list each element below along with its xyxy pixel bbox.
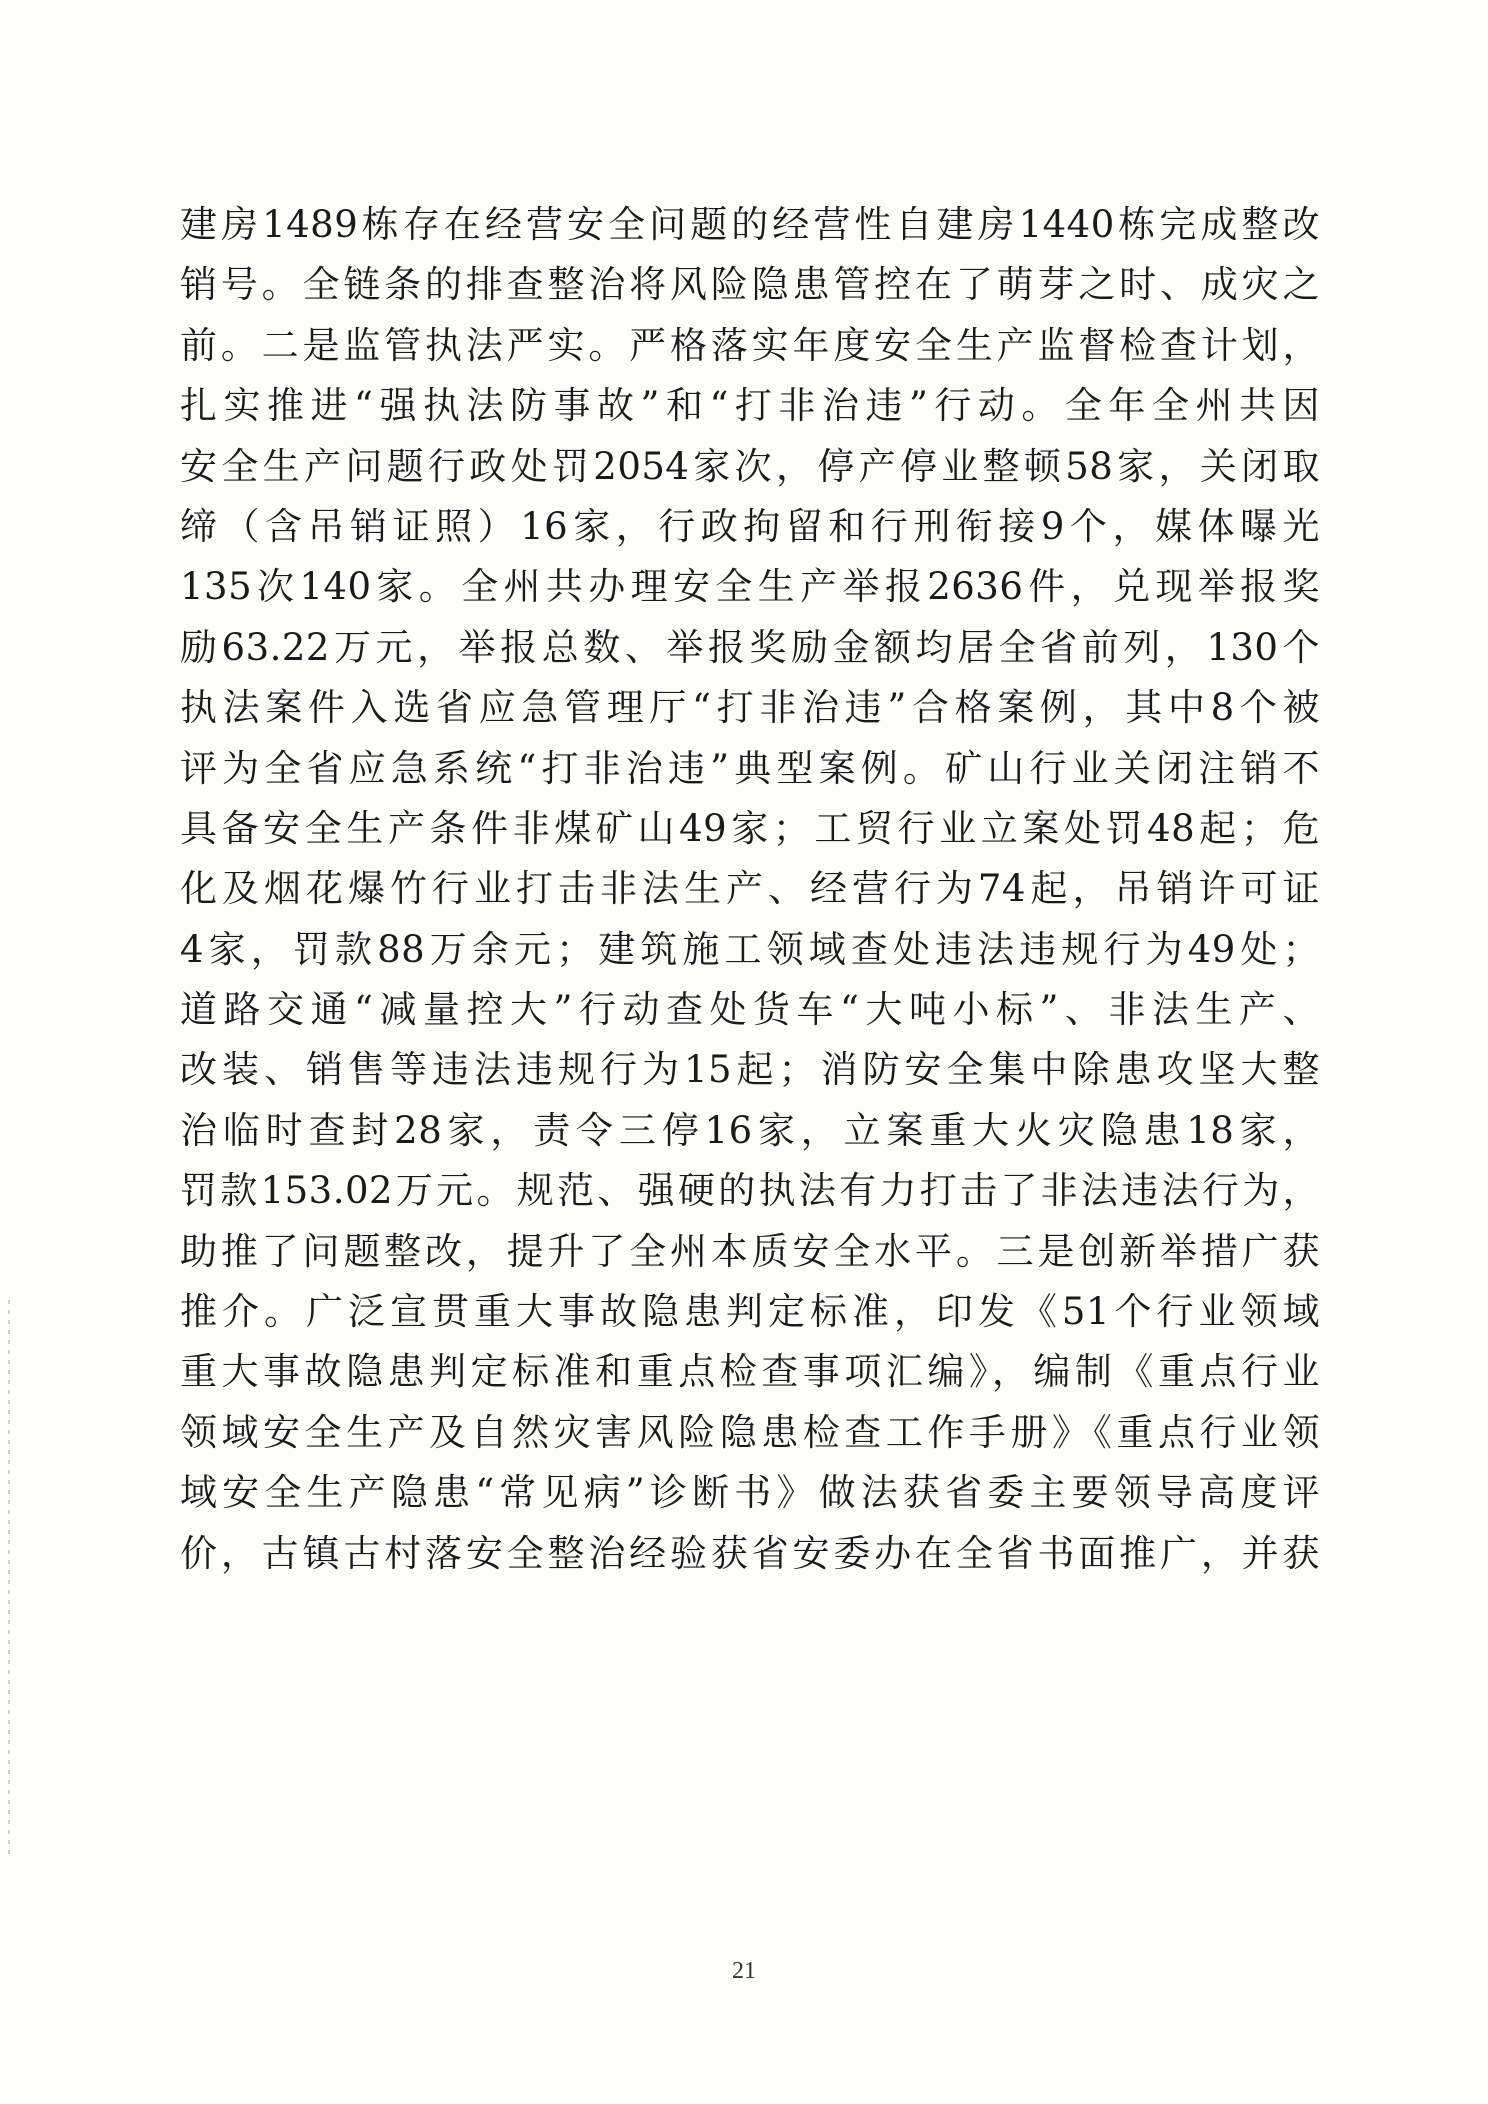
text-line: 销号。全链条的排查整治将风险隐患管控在了萌芽之时、成灾之 <box>180 263 1320 307</box>
text-line: 励63.22万元，举报总数、举报奖励金额均居全省前列，130个 <box>180 625 1320 669</box>
text-line: 域安全生产隐患“常见病”诊断书》做法获省委主要领导高度评 <box>180 1471 1320 1515</box>
text-line: 道路交通“减量控大”行动查处货车“大吨小标”、非法生产、 <box>180 988 1320 1032</box>
page-number: 21 <box>732 1958 756 1984</box>
text-line: 评为全省应急系统“打非治违”典型案例。矿山行业关闭注销不 <box>180 746 1320 790</box>
text-line: 安全生产问题行政处罚2054家次，停产停业整顿58家，关闭取 <box>180 444 1320 488</box>
text-line: 罚款153.02万元。规范、强硬的执法有力打击了非法违法行为， <box>180 1169 1320 1213</box>
body-text <box>180 195 1320 1584</box>
text-line: 化及烟花爆竹行业打击非法生产、经营行为74起，吊销许可证 <box>180 867 1320 911</box>
text-line: 推介。广泛宣贯重大事故隐患判定标准，印发《51个行业领域 <box>180 1290 1320 1334</box>
text-line: 具备安全生产条件非煤矿山49家；工贸行业立案处罚48起；危 <box>180 806 1320 850</box>
text-line: 缔（含吊销证照）16家，行政拘留和行刑衔接9个，媒体曝光 <box>180 504 1320 548</box>
text-line: 价，古镇古村落安全整治经验获省安委办在全省书面推广，并获 <box>180 1531 1320 1575</box>
text-line: 建房1489栋存在经营安全问题的经营性自建房1440栋完成整改 <box>180 203 1320 246</box>
text-line: 135次140家。全州共办理安全生产举报2636件，兑现举报奖 <box>180 565 1320 609</box>
text-line: 执法案件入选省应急管理厅“打非治违”合格案例，其中8个被 <box>180 686 1320 730</box>
text-line: 扎实推进“强执法防事故”和“打非治违”行动。全年全州共因 <box>180 384 1320 428</box>
text-line: 治临时查封28家，责令三停16家，立案重大火灾隐患18家， <box>180 1108 1320 1152</box>
text-line: 4家，罚款88万余元；建筑施工领域查处违法违规行为49处； <box>180 927 1320 971</box>
binding-edge-marks <box>8 1300 10 1860</box>
text-line: 重大事故隐患判定标准和重点检查事项汇编》，编制《重点行业 <box>180 1350 1320 1394</box>
text-line: 助推了问题整改，提升了全州本质安全水平。三是创新举措广获 <box>180 1229 1320 1273</box>
text-line: 前。二是监管执法严实。严格落实年度安全生产监督检查计划， <box>180 323 1320 367</box>
text-line: 领域安全生产及自然灾害风险隐患检查工作手册》《重点行业领 <box>180 1410 1320 1454</box>
text-line: 改装、销售等违法违规行为15起；消防安全集中除患攻坚大整 <box>180 1048 1320 1092</box>
